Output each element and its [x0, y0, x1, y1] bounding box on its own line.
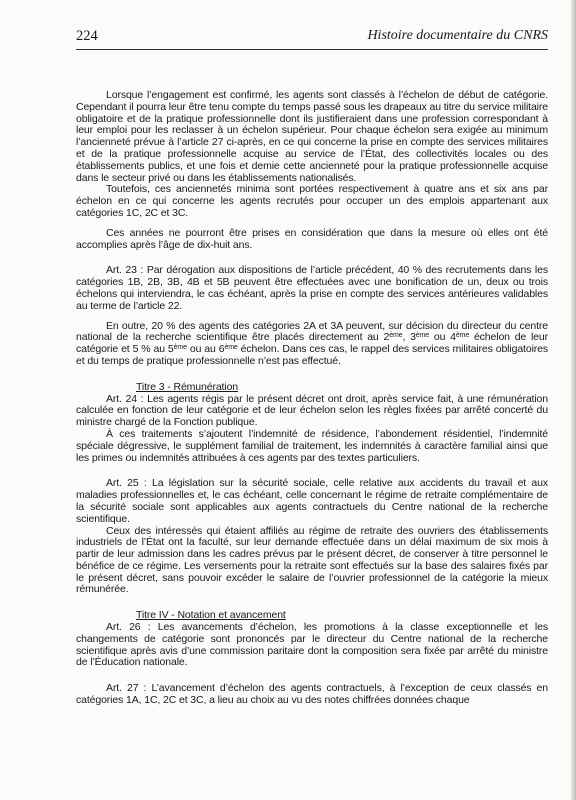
scan-page-edge: [571, 0, 576, 800]
page-number: 224: [76, 28, 98, 44]
page-body: [76, 90, 548, 707]
paragraph-en-outre: En outre, 20 % des agents des catégories 2A et 3A peuvent, sur décision du directeur du centre national de la recherche scientifique être placés directement au 2ème, 3ème ou 4ème échelon de leur catégorie et 5 % au 5ème ou au 6ème échelon. Dans ces cas, le rappel des services militaires obligatoires et du temps de pratique professionnelle n’est pas effectué.: [76, 319, 549, 367]
article-23: Art. 23 : Par dérogation aux dispositions de l’article précédent, 40 % des recrutements dans les catégories 1B, 2B, 3B, 4B et 5B peuvent être effectuées avec une bonification de un, deux ou trois échelons qui interviendra, le cas échéant, après la prise en compte des services antérieures validables au terme de l’article 22.: [76, 264, 548, 312]
header-rule: [76, 49, 548, 50]
section-title-notation: Titre IV - Notation et avancement: [136, 609, 286, 622]
section-title-remuneration: Titre 3 - Rémunération: [136, 380, 239, 393]
article-26: Art. 26 : Les avancements d’échelon, les promotions à la classe exceptionnelle et les changements de catégorie sont prononcés par le directeur du Centre national de la recherche scientifique après avis d’une commission paritaire dont la composition sera fixée par arrêté du ministre de l’Éducation nationale.: [76, 621, 548, 669]
article-24: Art. 24 : Les agents régis par le présent décret ont droit, après service fait, à une rémunération calculée en fonction de leur catégorie et de leur échelon selon les règles fixées par arrêté concerté du ministre chargé de la Fonction publique.: [76, 392, 548, 429]
paragraph-anciennetes: Toutefois, ces anciennetés minima sont portées respectivement à quatre ans et six ans par échelon en ce qui concerne les agents recrutés pour occuper un des emplois appartenant aux catégories 1C, 2C et 3C.: [76, 183, 548, 219]
paragraph-age: Ces années ne pourront être prises en considération que dans la mesure où elles ont été accomplies après l’âge de dix-huit ans.: [76, 226, 548, 251]
running-title: Histoire documentaire du CNRS: [367, 28, 548, 43]
paragraph-retraite: Ceux des intéressés qui étaient affiliés au régime de retraite des ouvriers des établissements industriels de l’État ont la faculté, sur leur demande effectuée dans un délai maximum de six mois à partir de leur admission dans les cadres prévus par le présent décret, de conserver à titre personnel le bénéfice de ce régime. Les versements pour la retraite sont effectués sur la base des salaires fixés par le présent décret, sans pouvoir excéder le salaire de l’ouvrier professionnel de la catégorie la mieux rémunérée.: [76, 524, 548, 596]
paragraph-engagement: Lorsque l’engagement est confirmé, les agents sont classés à l’échelon de début de catégorie. Cependant il pourra leur être tenu compte du temps passé sous les drapeaux au titre du service militaire obligatoire et de la pratique professionnelle dont ils justifieraient dans une profession correspondant à leur emploi pour les reclasser à un échelon supérieur. Pour chaque échelon sera exigée au minimum l’ancienneté prévue à l’article 27 ci-après, en ce qui concerne la prise en compte des services militaires et de la pratique professionnelle acquise au service de l’État, des collectivités locales ou des établissements publics, et une fois et demie cette ancienneté pour la pratique professionnelle acquise dans le secteur privé ou dans les établissements nationalisés.: [76, 89, 548, 184]
page-header: [76, 28, 548, 46]
paragraph-traitements: À ces traitements s’ajoutent l’indemnité de résidence, l’abondement résidentiel, l’indemnité spéciale dégressive, le supplément familial de traitement, les indemnités à caractère familial ainsi que les primes ou indemnités attribuées à ces agents par des textes particuliers.: [76, 427, 548, 464]
article-27: Art. 27 : L’avancement d’échelon des agents contractuels, à l’exception de ceux classés en catégories 1A, 1C, 2C et 3C, a lieu au choix au vu des notes chiffrées données chaque: [76, 682, 548, 707]
article-25: Art. 25 : La législation sur la sécurité sociale, celle relative aux accidents du travail et aux maladies professionnelles et, le cas échéant, celle concernant le régime de retraite complémentaire de la sécurité sociale sont applicables aux agents contractuels du Centre national de la recherche scientifique.: [76, 477, 548, 525]
